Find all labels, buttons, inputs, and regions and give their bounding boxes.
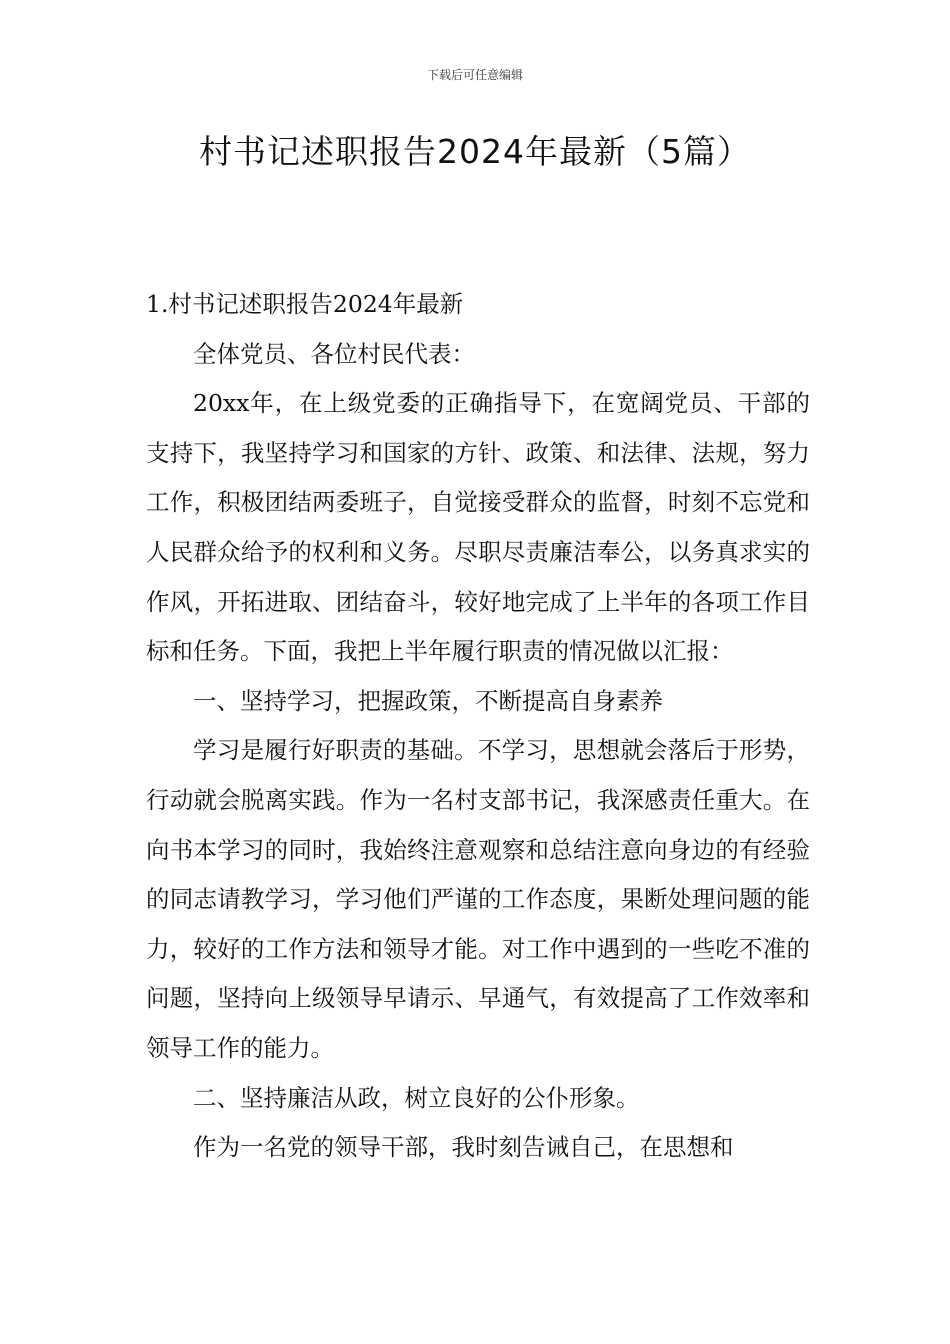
subheading-one: 一、坚持学习，把握政策，不断提高自身素养 — [193, 686, 663, 715]
salutation: 全体党员、各位村民代表： — [193, 339, 475, 368]
subheading-two: 二、坚持廉洁从政，树立良好的公仆形象。 — [193, 1083, 640, 1112]
header-note: 下载后可任意编辑 — [426, 68, 523, 82]
paragraph-learning: 学习是履行好职责的基础。不学习，思想就会落后于形势，行动就会脱离实践。作为一名村支部书记，我深感责任重大。在向书本学习的同时，我始终注意观察和总结注意向身边的有经验的同志请教学习，学习他们严谨的工作态度，果断处理问题的能力，较好的工作方法和领导才能。对工作中遇到的一些吃不准的问题，坚持向上级领导早请示、早通气，有效提高了工作效率和领导工作的能力。 — [146, 736, 810, 1062]
section-heading: 1.村书记述职报告2024年最新 — [146, 290, 464, 318]
document-body — [146, 280, 810, 1173]
paragraph-intro: 20xx年，在上级党委的正确指导下，在宽阔党员、干部的支持下，我坚持学习和国家的方针、政策、和法律、法规，努力工作，积极团结两委班子，自觉接受群众的监督，时刻不忘党和人民群众给予的权利和义务。尽职尽责廉洁奉公，以务真求实的作风，开拓进取、团结奋斗，较好地完成了上半年的各项工作目标和任务。下面，我把上半年履行职责的情况做以汇报： — [146, 389, 810, 666]
document-title: 村书记述职报告2024年最新（5篇） — [199, 132, 751, 171]
paragraph-integrity: 作为一名党的领导干部，我时刻告诫自己，在思想和 — [193, 1133, 734, 1162]
